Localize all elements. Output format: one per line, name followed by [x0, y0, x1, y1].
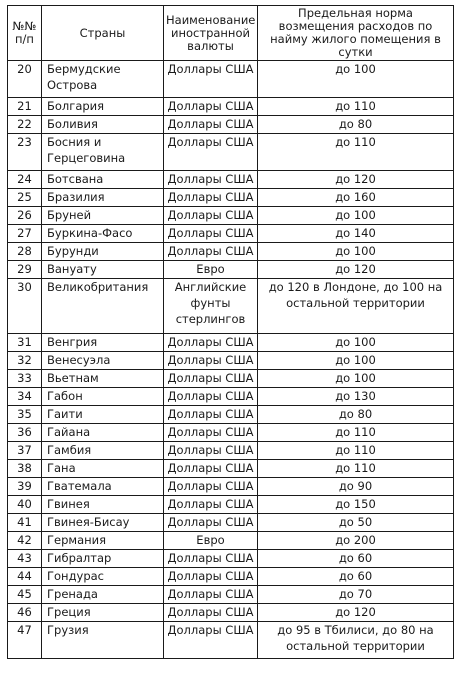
row-country: Великобритания — [42, 279, 164, 334]
row-country: Бруней — [42, 207, 164, 225]
row-currency: Доллары США — [164, 116, 258, 134]
row-country: Бермудские Острова — [42, 61, 164, 98]
row-country: Габон — [42, 388, 164, 406]
row-currency: Доллары США — [164, 550, 258, 568]
row-currency: Доллары США — [164, 424, 258, 442]
row-limit: до 200 — [258, 532, 454, 550]
table-row — [8, 424, 454, 442]
row-number: 34 — [8, 388, 42, 406]
row-number: 38 — [8, 460, 42, 478]
row-number: 28 — [8, 243, 42, 261]
table-row — [8, 442, 454, 460]
row-number: 26 — [8, 207, 42, 225]
table-row — [8, 604, 454, 622]
table-row — [8, 61, 454, 98]
row-currency: Доллары США — [164, 604, 258, 622]
table-row — [8, 243, 454, 261]
table-row — [8, 279, 454, 334]
row-country: Ботсвана — [42, 171, 164, 189]
table-row — [8, 532, 454, 550]
row-currency: Доллары США — [164, 370, 258, 388]
row-country: Гаити — [42, 406, 164, 424]
table-row — [8, 622, 454, 659]
row-limit: до 130 — [258, 388, 454, 406]
row-country: Гренада — [42, 586, 164, 604]
header-num: №№ п/п — [8, 6, 42, 61]
table-row — [8, 116, 454, 134]
row-limit: до 110 — [258, 424, 454, 442]
table-row — [8, 550, 454, 568]
row-limit: до 50 — [258, 514, 454, 532]
table-row — [8, 98, 454, 116]
table-row — [8, 568, 454, 586]
row-number: 35 — [8, 406, 42, 424]
row-number: 36 — [8, 424, 42, 442]
row-number: 24 — [8, 171, 42, 189]
row-country: Германия — [42, 532, 164, 550]
row-currency: Доллары США — [164, 514, 258, 532]
table-row — [8, 189, 454, 207]
table-header-row — [8, 6, 454, 61]
row-number: 27 — [8, 225, 42, 243]
table-row — [8, 478, 454, 496]
row-country: Болгария — [42, 98, 164, 116]
row-number: 42 — [8, 532, 42, 550]
row-currency: Доллары США — [164, 171, 258, 189]
row-country: Гана — [42, 460, 164, 478]
row-number: 47 — [8, 622, 42, 659]
row-limit: до 60 — [258, 550, 454, 568]
table-row — [8, 388, 454, 406]
row-country: Буркина-Фасо — [42, 225, 164, 243]
row-limit: до 120 в Лондоне, до 100 на остальной территории — [258, 279, 454, 334]
row-currency: Доллары США — [164, 352, 258, 370]
row-currency: Доллары США — [164, 388, 258, 406]
row-currency: Доллары США — [164, 61, 258, 98]
row-limit: до 120 — [258, 261, 454, 279]
row-currency: Доллары США — [164, 586, 258, 604]
row-number: 32 — [8, 352, 42, 370]
row-currency: Доллары США — [164, 496, 258, 514]
row-limit: до 110 — [258, 134, 454, 171]
row-currency: Доллары США — [164, 189, 258, 207]
row-limit: до 140 — [258, 225, 454, 243]
row-country: Гайана — [42, 424, 164, 442]
row-number: 23 — [8, 134, 42, 171]
allowance-table — [7, 5, 454, 659]
table-row — [8, 406, 454, 424]
row-number: 22 — [8, 116, 42, 134]
row-limit: до 100 — [258, 207, 454, 225]
row-currency: Доллары США — [164, 406, 258, 424]
row-number: 20 — [8, 61, 42, 98]
row-number: 37 — [8, 442, 42, 460]
row-country: Гвинея-Бисау — [42, 514, 164, 532]
row-currency: Доллары США — [164, 442, 258, 460]
row-limit: до 110 — [258, 460, 454, 478]
row-limit: до 160 — [258, 189, 454, 207]
table-row — [8, 496, 454, 514]
row-currency: Доллары США — [164, 460, 258, 478]
row-currency: Доллары США — [164, 225, 258, 243]
row-currency: Доллары США — [164, 334, 258, 352]
row-country: Гамбия — [42, 442, 164, 460]
row-number: 43 — [8, 550, 42, 568]
row-limit: до 80 — [258, 116, 454, 134]
row-number: 29 — [8, 261, 42, 279]
row-number: 33 — [8, 370, 42, 388]
header-limit: Предельная норма возмещения расходов по найму жилого помещения в сутки — [258, 6, 454, 61]
row-number: 21 — [8, 98, 42, 116]
row-country: Вьетнам — [42, 370, 164, 388]
table-row — [8, 352, 454, 370]
row-currency: Доллары США — [164, 134, 258, 171]
table-row — [8, 207, 454, 225]
row-country: Боливия — [42, 116, 164, 134]
row-country: Греция — [42, 604, 164, 622]
row-limit: до 100 — [258, 352, 454, 370]
row-currency: Евро — [164, 532, 258, 550]
row-limit: до 110 — [258, 442, 454, 460]
row-country: Бурунди — [42, 243, 164, 261]
row-currency: Английские фунты стерлингов — [164, 279, 258, 334]
row-limit: до 100 — [258, 334, 454, 352]
table-row — [8, 334, 454, 352]
row-currency: Доллары США — [164, 207, 258, 225]
table-row — [8, 261, 454, 279]
row-currency: Доллары США — [164, 568, 258, 586]
row-limit: до 95 в Тбилиси, до 80 на остальной территории — [258, 622, 454, 659]
row-limit: до 60 — [258, 568, 454, 586]
row-country: Грузия — [42, 622, 164, 659]
row-number: 41 — [8, 514, 42, 532]
row-currency: Доллары США — [164, 243, 258, 261]
row-number: 40 — [8, 496, 42, 514]
row-limit: до 90 — [258, 478, 454, 496]
table-row — [8, 171, 454, 189]
row-country: Вануату — [42, 261, 164, 279]
row-country: Гватемала — [42, 478, 164, 496]
table-row — [8, 134, 454, 171]
allowance-table-page — [7, 5, 453, 659]
row-limit: до 100 — [258, 61, 454, 98]
row-country: Гондурас — [42, 568, 164, 586]
row-country: Венесуэла — [42, 352, 164, 370]
row-limit: до 100 — [258, 370, 454, 388]
row-number: 46 — [8, 604, 42, 622]
row-number: 25 — [8, 189, 42, 207]
row-number: 30 — [8, 279, 42, 334]
row-currency: Евро — [164, 261, 258, 279]
row-limit: до 120 — [258, 171, 454, 189]
table-row — [8, 586, 454, 604]
row-number: 31 — [8, 334, 42, 352]
row-currency: Доллары США — [164, 622, 258, 659]
row-number: 45 — [8, 586, 42, 604]
row-limit: до 80 — [258, 406, 454, 424]
row-country: Венгрия — [42, 334, 164, 352]
row-country: Бразилия — [42, 189, 164, 207]
row-limit: до 70 — [258, 586, 454, 604]
row-limit: до 150 — [258, 496, 454, 514]
header-currency: Наименование иностранной валюты — [164, 6, 258, 61]
row-country: Босния и Герцеговина — [42, 134, 164, 171]
row-currency: Доллары США — [164, 98, 258, 116]
row-number: 44 — [8, 568, 42, 586]
row-limit: до 110 — [258, 98, 454, 116]
row-limit: до 100 — [258, 243, 454, 261]
row-limit: до 120 — [258, 604, 454, 622]
header-country: Страны — [42, 6, 164, 61]
table-row — [8, 460, 454, 478]
table-row — [8, 225, 454, 243]
row-number: 39 — [8, 478, 42, 496]
row-country: Гибралтар — [42, 550, 164, 568]
row-country: Гвинея — [42, 496, 164, 514]
table-row — [8, 514, 454, 532]
row-currency: Доллары США — [164, 478, 258, 496]
table-row — [8, 370, 454, 388]
table-body — [8, 61, 454, 659]
